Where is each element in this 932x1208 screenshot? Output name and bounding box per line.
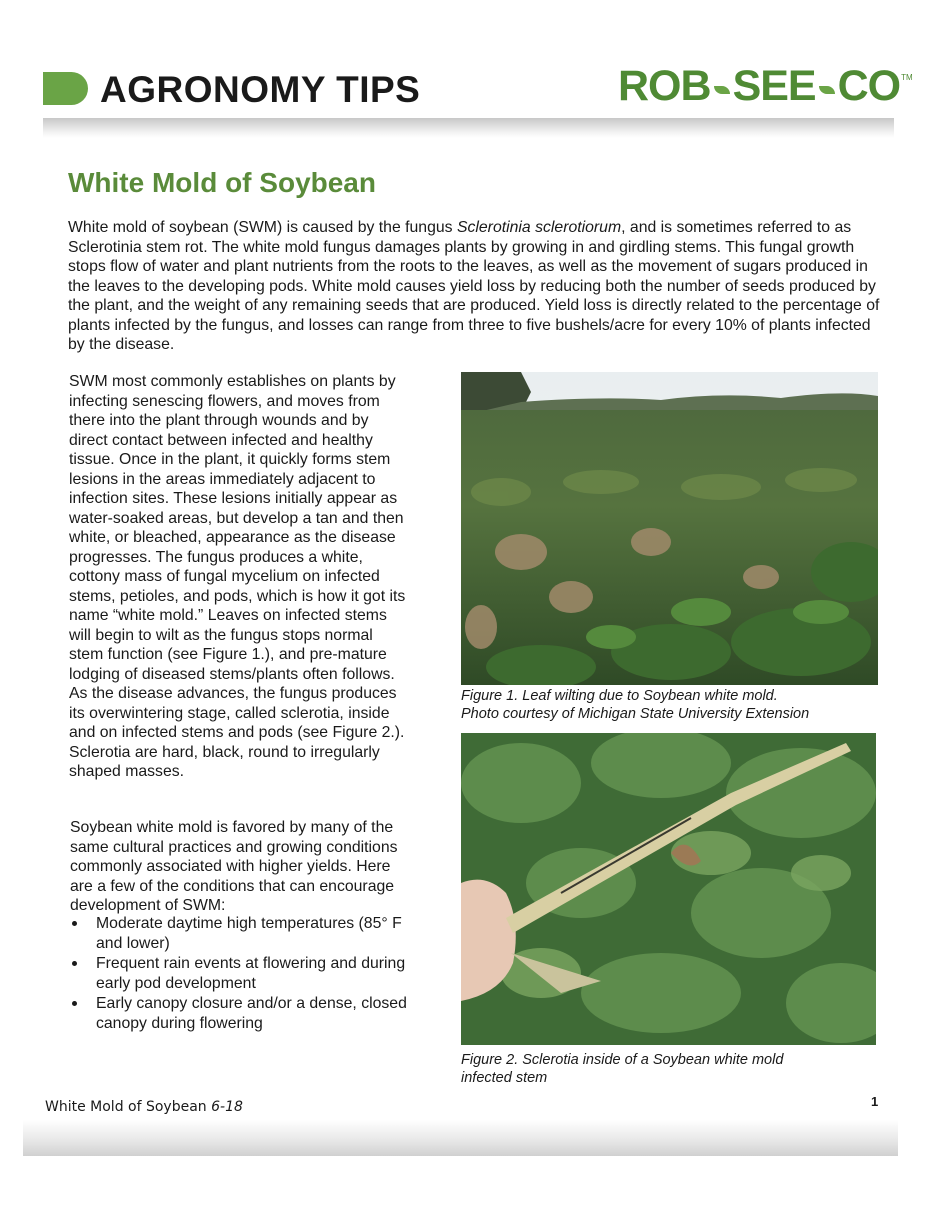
conditions-paragraph: Soybean white mold is favored by many of the same cultural practices and growing conditions commonly associated with higher yields. Here are a few of the conditions that can encourage development of SWM:	[70, 819, 398, 914]
page-title: White Mold of Soybean	[68, 167, 376, 198]
figure-1-caption: Figure 1. Leaf wilting due to Soybean white mold. Photo courtesy of Michigan State University Extension	[461, 688, 810, 722]
bullet-icon	[72, 1001, 77, 1006]
brand-logo	[618, 62, 913, 110]
leaf-icon	[714, 86, 730, 94]
bullet-icon	[72, 961, 77, 966]
page-number: 1	[871, 1094, 879, 1109]
footer-band	[23, 1120, 898, 1156]
footer-doc-name: White Mold of Soybean 6-18	[45, 1099, 243, 1115]
leaf-icon	[819, 86, 835, 94]
figure-2-caption: Figure 2. Sclerotia inside of a Soybean white mold infected stem	[461, 1052, 784, 1086]
figure-1-photo	[461, 372, 878, 685]
figure-2-photo	[461, 733, 876, 1045]
conditions-list	[70, 914, 410, 1034]
list-item: Frequent rain events at flowering and during early pod development	[70, 954, 410, 994]
trademark-mark: TM	[901, 73, 913, 82]
section-label: AGRONOMY TIPS	[100, 69, 421, 110]
header-tag-shape	[43, 72, 88, 105]
infection-paragraph: SWM most commonly establishes on plants by infecting senescing flowers, and moves from there into the plant through wounds and by direct contact between infected and healthy tissue. Once in the plant, it quickly forms stem lesions in the areas immediately adjacent to infection sites. These lesions initially appear as water-soaked areas, but develop a tan and then white, or bleached, appearance as the disease progresses. The fungus produces a white, cottony mass of fungal mycelium on infected stems, petioles, and pods, which is how it got its name “white mold.” Leaves on infected stems will begin to wilt as the fungus stops normal stem function (see Figure 1.), and pre-mature lodging of diseased stems/plants often follows. As the disease advances, the fungus produces its overwintering stage, called sclerotia, inside and on infected stems and pods (see Figure 2.). Sclerotia are hard, black, round to irregularly shaped masses.	[69, 373, 406, 780]
intro-paragraph: White mold of soybean (SWM) is caused by the fungus Sclerotinia sclerotiorum, and is sometimes referred to as Sclerotinia stem rot. The white mold fungus damages plants by growing in and girdling stems. This fungal growth stops flow of water and plant nutrients from the roots to the leaves, as well as the movement of sugars produced in the leaves to the developing pods. White mold causes yield loss by reducing both the number of seeds produced by the plant, and the weight of any remaining seeds that are produced. Yield loss is directly related to the percentage of plants infected by the fungus, and losses can range from three to five bushels/acre for every 10% of plants infected by the disease.	[68, 219, 880, 353]
brand-part-rob: ROB	[618, 62, 711, 110]
brand-part-co: CO	[837, 62, 901, 110]
list-item: Early canopy closure and/or a dense, closed canopy during flowering	[70, 994, 410, 1034]
brand-part-see: SEE	[732, 62, 816, 110]
header-divider-band	[43, 118, 894, 138]
bullet-icon	[72, 921, 77, 926]
list-item: Moderate daytime high temperatures (85° F and lower)	[70, 914, 410, 954]
pathogen-name: Sclerotinia sclerotiorum	[456, 219, 622, 236]
